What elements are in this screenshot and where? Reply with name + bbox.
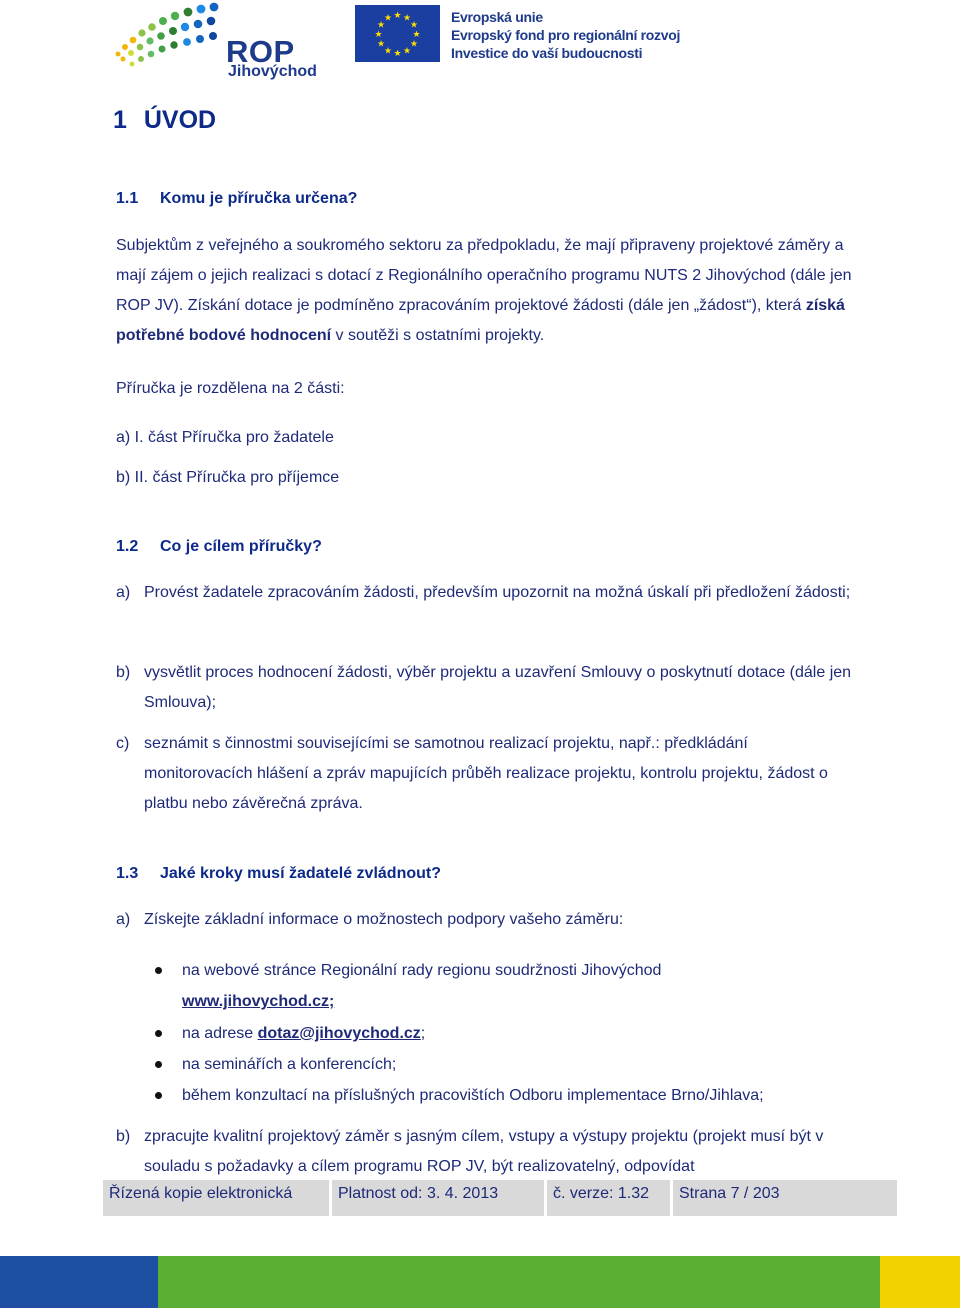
bullet-seminars <box>155 1049 855 1080</box>
section-heading-1-2 <box>116 538 322 556</box>
goal-item-a <box>116 578 856 608</box>
bullet-icon <box>155 967 162 974</box>
section-number: 1.3 <box>116 865 139 882</box>
section-heading-1-1 <box>116 190 357 208</box>
footer-page-number: Strana 7 / 203 <box>673 1180 897 1216</box>
part-a: a) I. část Příručka pro žadatele <box>116 429 334 446</box>
svg-text:★: ★ <box>374 30 383 40</box>
svg-text:★: ★ <box>402 13 412 24</box>
footer-band-yellow <box>880 1256 960 1308</box>
svg-text:★: ★ <box>393 11 402 21</box>
footer-band-blue <box>0 1256 158 1308</box>
bullet-text <box>182 955 855 1017</box>
bullet-text-main: na webové stránce Regionální rady regionu soudržnosti Jihovýchod <box>182 962 662 979</box>
step-item-b <box>116 1122 856 1182</box>
bullet-text: během konzultací na příslušných pracovištích Odboru implementace Brno/Jihlava; <box>182 1087 764 1104</box>
svg-text:★: ★ <box>402 46 412 57</box>
bullet-icon <box>155 1061 162 1068</box>
goal-item-c <box>116 729 856 819</box>
bullet-text <box>182 1018 855 1049</box>
footer-table <box>103 1180 897 1216</box>
bullet-icon <box>155 1030 162 1037</box>
bullet-web <box>155 955 855 1017</box>
paragraph-text: Subjektům z veřejného a soukromého sektoru za předpokladu, že mají připraveny projektové záměry a mají zájem o jejich realizaci s dotací z Regionálního operačního programu NUTS 2 Jihovýchod (dále jen ROP JV). Získání dotace je podmíněno zpracováním projektové žádosti (dále jen „žádost“), která <box>116 237 852 314</box>
section-title: Co je cílem příručky? <box>160 538 322 555</box>
item-text: Získejte základní informace o možnostech podpory vašeho záměru: <box>144 911 624 928</box>
footer-controlled-copy: Řízená kopie elektronická <box>103 1180 329 1216</box>
eu-caption-line3: Investice do vaší budoucnosti <box>451 45 643 61</box>
section-number: 1.1 <box>116 190 139 207</box>
section-title: Jaké kroky musí žadatelé zvládnout? <box>160 865 441 882</box>
section-heading-1-3 <box>116 865 441 883</box>
eu-caption <box>451 8 680 62</box>
item-label: b) <box>116 1128 131 1145</box>
svg-text:★: ★ <box>376 20 386 31</box>
paragraph-text-end: v soutěži s ostatními projekty. <box>331 327 545 344</box>
section-title: Komu je příručka určena? <box>160 190 358 207</box>
item-text: seznámit s činnostmi souvisejícími se samotnou realizací projektu, např.: předkládání monitorovacích hlášení a zpráv mapujících průběh realizace projektu, kontrolu projektu, žádost o platbu nebo závěrečná zpráva. <box>144 735 828 812</box>
step-item-a <box>116 905 856 935</box>
bullet-text-end: ; <box>420 1025 426 1042</box>
rop-logo-title: ROP <box>226 34 295 69</box>
eu-caption-line1: Evropská unie <box>451 9 543 25</box>
paragraph-emphasis: získá potřebné bodové hodnocení <box>116 297 845 344</box>
bullet-consultations <box>155 1080 855 1111</box>
item-label: c) <box>116 735 130 752</box>
svg-text:★: ★ <box>409 20 419 31</box>
section-1-1-paragraph <box>116 231 856 351</box>
svg-text:★: ★ <box>409 39 419 50</box>
footer-band-green <box>158 1256 880 1308</box>
footer-version: č. verze: 1.32 <box>547 1180 670 1216</box>
bullet-icon <box>155 1092 162 1099</box>
item-label: b) <box>116 664 131 681</box>
svg-text:★: ★ <box>383 13 393 24</box>
goal-item-b <box>116 658 856 718</box>
chapter-heading: 1 ÚVOD <box>113 106 217 134</box>
eu-flag-icon <box>355 5 440 62</box>
section-number: 1.2 <box>116 538 139 555</box>
svg-text:★: ★ <box>376 39 386 50</box>
rop-logo-dots-icon <box>116 3 219 67</box>
item-text: zpracujte kvalitní projektový záměr s jasným cílem, vstupy a výstupy projektu (projekt musí být v souladu s požadavky a cílem programu ROP JV, být realizovatelný, odpovídat <box>144 1128 824 1175</box>
eu-caption-line2: Evropský fond pro regionální rozvoj <box>451 27 681 43</box>
bullet-email <box>155 1018 855 1049</box>
svg-text:★: ★ <box>383 46 393 57</box>
bullet-text: na seminářích a konferencích; <box>182 1056 397 1073</box>
svg-text:★: ★ <box>412 30 421 40</box>
svg-text:★: ★ <box>393 49 402 59</box>
item-label: a) <box>116 584 131 601</box>
website-link[interactable]: www.jihovychod.cz; <box>182 993 335 1010</box>
item-text: Provést žadatele zpracováním žádosti, především upozornit na možná úskalí při předložení žádosti; <box>144 584 851 601</box>
rop-logo-subtitle: Jihovýchod <box>228 63 317 80</box>
email-link[interactable]: dotaz@jihovychod.cz <box>257 1025 421 1042</box>
item-label: a) <box>116 911 131 928</box>
bullet-text-main: na adrese <box>182 1025 258 1042</box>
item-text: vysvětlit proces hodnocení žádosti, výběr projektu a uzavření Smlouvy o poskytnutí dotace (dále jen Smlouva); <box>144 664 852 711</box>
parts-intro: Příručka je rozdělena na 2 části: <box>116 380 345 397</box>
part-b: b) II. část Příručka pro příjemce <box>116 469 340 486</box>
footer-valid-from: Platnost od: 3. 4. 2013 <box>332 1180 544 1216</box>
